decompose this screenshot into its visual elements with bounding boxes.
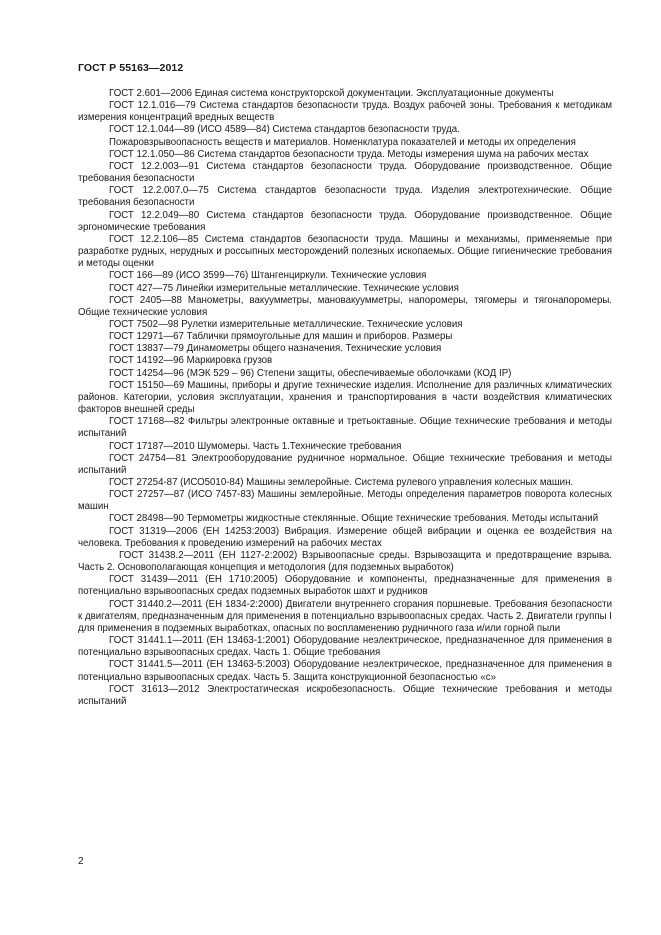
reference-entry: ГОСТ 14192—96 Маркировка грузов bbox=[109, 355, 273, 367]
reference-entry: ГОСТ 31441.1—2011 (ЕН 13463-1:2001) Оборудование неэлектрическое, предназначенное для применения в потенциально взрывоопасных средах. Часть 1. Общие требования bbox=[78, 635, 612, 659]
reference-entry: ГОСТ 2.601—2006 Единая система конструкторской документации. Эксплуатационные документы bbox=[109, 88, 554, 99]
reference-entry: ГОСТ 31440.2—2011 (ЕН 1834-2:2000) Двигатели внутреннего сгорания поршневые. Требования безопасности к двигателям, предназначенным для применения в потенциально взрывоопасных средах. Часть 2. Двигатели группы I для применения в подземных выработках, опасных по воспламенению рудничного газа и/или горной пыли bbox=[78, 598, 612, 634]
reference-entry: ГОСТ 28498—90 Термометры жидкостные стеклянные. Общие технические требования. Методы испытаний bbox=[109, 513, 599, 525]
reference-entry: ГОСТ 31438.2—2011 (ЕН 1127-2:2002) Взрывоопасные среды. Взрывозащита и предотвращение взрыва. Часть 2. Основополагающая концепция и методология (для подземных выработок) bbox=[78, 549, 612, 574]
reference-entry: ГОСТ 14254—96 (МЭК 529 – 96) Степени защиты, обеспечиваемые оболочками (КОД IP) bbox=[109, 367, 512, 379]
reference-entry: ГОСТ 166—89 (ИСО 3599—76) Штангенциркули. Технические условия bbox=[109, 270, 427, 282]
reference-entry: ГОСТ 15150—69 Машины, приборы и другие технические изделия. Исполнение для различных климатических районов. Категории, условия эксплуатации, хранения и транспортирования в части воздействия климатических факторов внешней среды bbox=[78, 379, 612, 416]
reference-entry: ГОСТ 31613—2012 Электростатическая искробезопасность. Общие технические требования и методы испытаний bbox=[78, 683, 612, 707]
reference-entry: ГОСТ 12971—67 Таблички прямоугольные для машин и приборов. Размеры bbox=[109, 331, 453, 343]
reference-entry: Пожаровзрывоопасность веществ и материалов. Номенклатура показателей и методы их определения bbox=[109, 136, 576, 148]
reference-entry: ГОСТ 12.1.016—79 Система стандартов безопасности труда. Воздух рабочей зоны. Требования к методикам измерения концентраций вредных веществ bbox=[78, 100, 612, 124]
reference-entry: ГОСТ 12.2.007.0—75 Система стандартов безопасности труда. Изделия электротехнические. Общие требования безопасности bbox=[78, 185, 612, 209]
reference-entry: ГОСТ 31441.5—2011 (ЕН 13463-5:2003) Оборудование неэлектрическое, предназначенное для применения в потенциально взрывоопасных средах. Часть 5. Защита конструкционной безопасностью «с» bbox=[78, 659, 612, 683]
reference-entry: ГОСТ 12.1.044—89 (ИСО 4589—84) Система стандартов безопасности труда. bbox=[109, 124, 460, 136]
page-number: 2 bbox=[78, 856, 84, 867]
document-header: ГОСТ Р 55163—2012 bbox=[78, 62, 184, 74]
reference-entry: ГОСТ 13837—79 Динамометры общего назначения. Технические условия bbox=[109, 343, 442, 355]
reference-entry: ГОСТ 24754—81 Электрооборудование рудничное нормальное. Общие технические требования и методы испытаний bbox=[78, 452, 612, 476]
reference-entry: ГОСТ 31319—2006 (ЕН 14253:2003) Вибрация. Измерение общей вибрации и оценка ее воздействия на человека. Требования к проведению измерений на рабочих местах bbox=[78, 525, 612, 549]
reference-entry: ГОСТ 12.2.049—80 Система стандартов безопасности труда. Оборудование производственное. Общие эргономические требования bbox=[78, 209, 612, 233]
reference-entry: ГОСТ 12.2.003—91 Система стандартов безопасности труда. Оборудование производственное. Общие требования безопасности bbox=[78, 160, 612, 185]
reference-entry: ГОСТ 427—75 Линейки измерительные металлические. Технические условия bbox=[109, 282, 459, 294]
reference-entry: ГОСТ 31439—2011 (ЕН 1710:2005) Оборудование и компоненты, предназначенные для применения в потенциально взрывоопасных средах подземных выработок шахт и рудников bbox=[78, 574, 612, 598]
reference-entry: ГОСТ 12.2.106—85 Система стандартов безопасности труда. Машины и механизмы, применяемые при разработке рудных, нерудных и россыпных месторождений полезных ископаемых. Общие гигиенические требования и методы оценки bbox=[78, 233, 612, 270]
reference-entry: ГОСТ 27257—87 (ИСО 7457-83) Машины землеройные. Методы определения параметров поворота колесных машин bbox=[78, 489, 612, 513]
normative-references-list bbox=[78, 88, 612, 708]
reference-entry: ГОСТ 7502—98 Рулетки измерительные металлические. Технические условия bbox=[109, 318, 463, 330]
reference-entry: ГОСТ 2405—88 Манометры, вакуумметры, мановакуумметры, напоромеры, тягомеры и тягонапоромеры. Общие технические условия bbox=[78, 294, 612, 318]
reference-entry: ГОСТ 17187—2010 Шумомеры. Часть 1.Технические требования bbox=[109, 440, 402, 452]
reference-entry: ГОСТ 27254-87 (ИСО5010-84) Машины землеройные. Система рулевого управления колесных машин. bbox=[109, 477, 574, 488]
reference-entry: ГОСТ 12.1.050—86 Система стандартов безопасности труда. Методы измерения шума на рабочих местах bbox=[109, 148, 589, 160]
reference-entry: ГОСТ 17168—82 Фильтры электронные октавные и третьоктавные. Общие технические требования и методы испытаний bbox=[78, 416, 612, 440]
